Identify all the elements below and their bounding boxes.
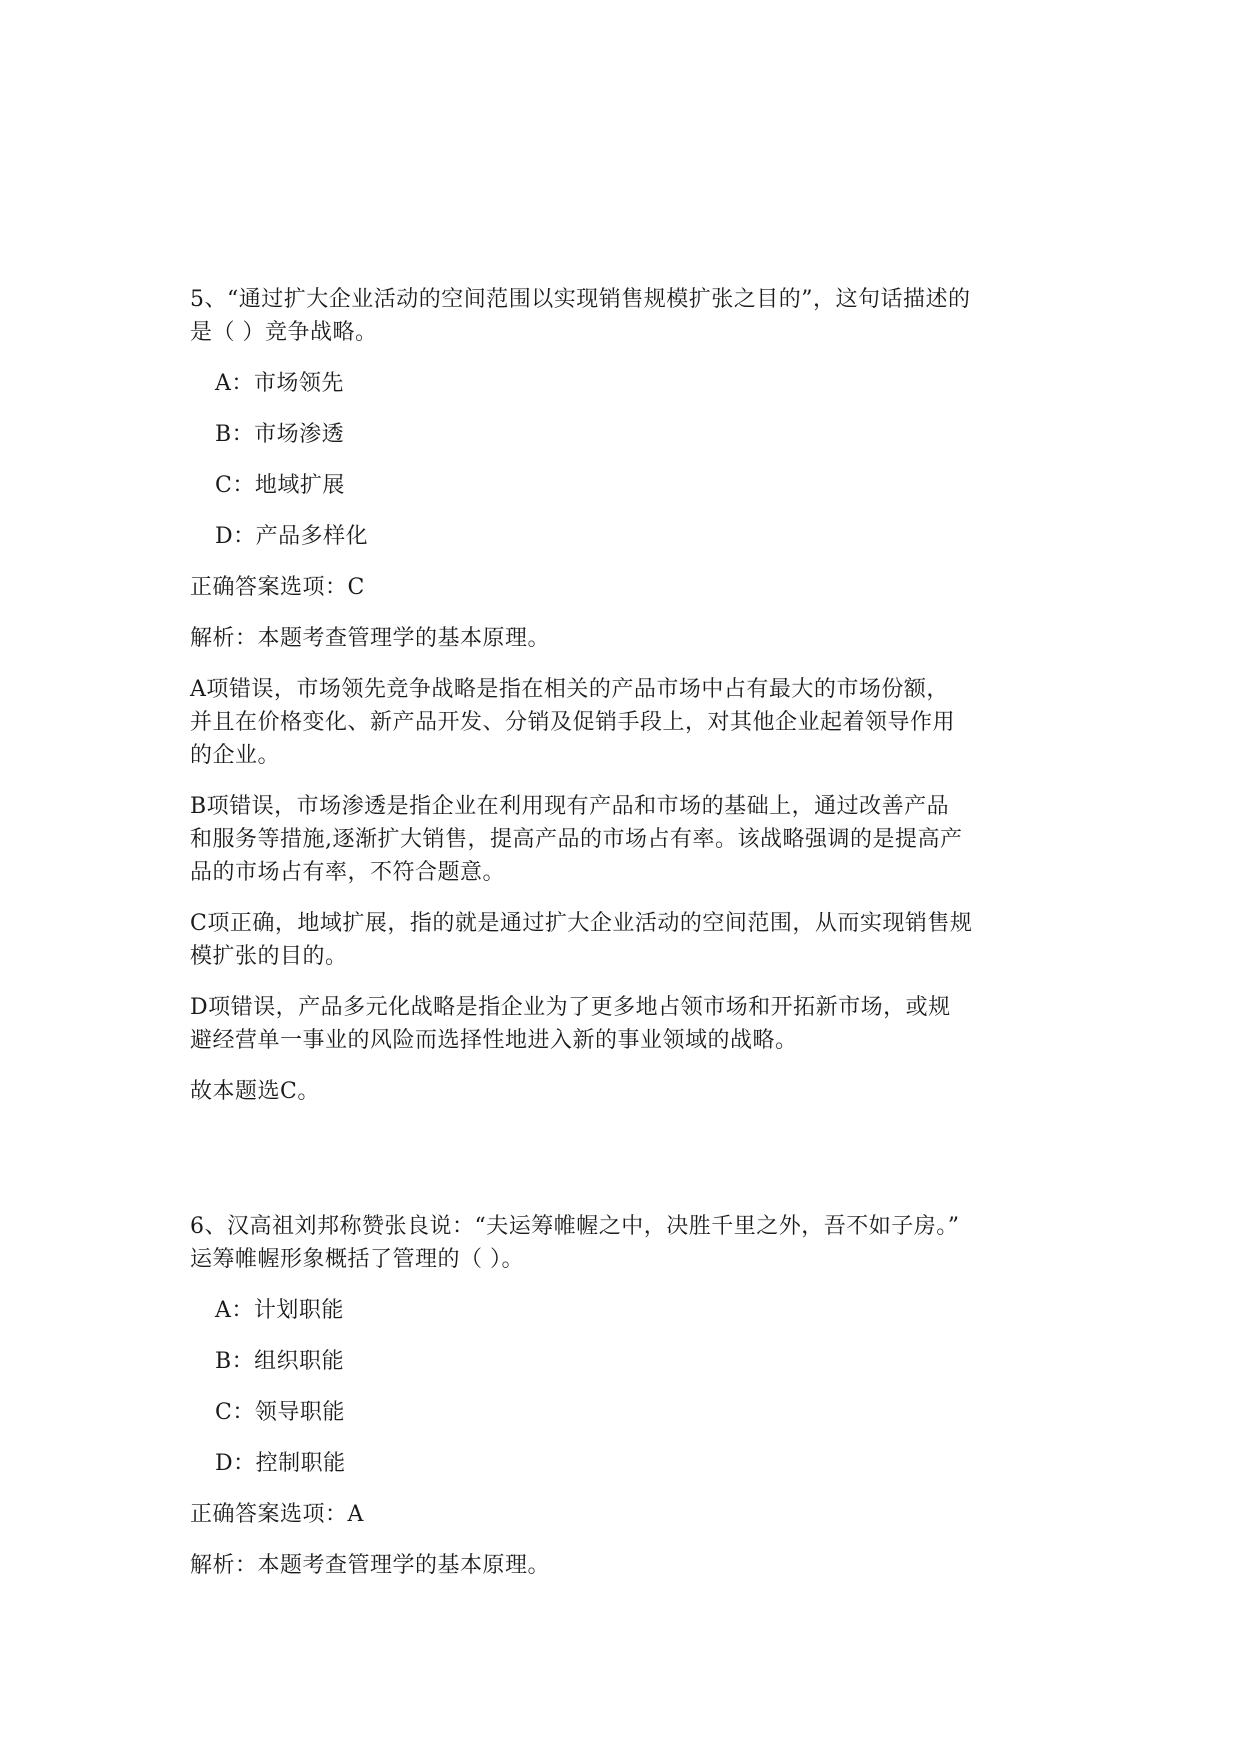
option-b: B：市场渗透 xyxy=(215,422,345,447)
analysis-heading: 解析：本题考查管理学的基本原理。 xyxy=(190,1553,551,1578)
explanation-a: 并且在价格变化、新产品开发、分销及促销手段上，对其他企业起着领导作用 xyxy=(190,710,956,735)
option-c: C：领导职能 xyxy=(215,1400,345,1425)
explanation-a: 的企业。 xyxy=(190,743,281,768)
explanation-b: B项错误，市场渗透是指企业在利用现有产品和市场的基础上，通过改善产品 xyxy=(190,794,950,819)
correct-answer: 正确答案选项：A xyxy=(190,1502,364,1527)
explanation-d: D项错误，产品多元化战略是指企业为了更多地占领市场和开拓新市场，或规 xyxy=(190,995,951,1020)
option-a: A：计划职能 xyxy=(215,1298,344,1323)
explanation-b: 品的市场占有率，不符合题意。 xyxy=(190,860,506,885)
question-stem: 运筹帷幄形象概括了管理的（ ）。 xyxy=(190,1247,524,1272)
option-a: A：市场领先 xyxy=(215,371,344,396)
conclusion: 故本题选C。 xyxy=(190,1079,320,1104)
question-stem: 5、“通过扩大企业活动的空间范围以实现销售规模扩张之目的”，这句话描述的 xyxy=(190,287,971,312)
explanation-b: 和服务等措施,逐渐扩大销售，提高产品的市场占有率。该战略强调的是提高产 xyxy=(190,827,963,852)
explanation-c: C项正确，地域扩展，指的就是通过扩大企业活动的空间范围，从而实现销售规 xyxy=(190,911,973,936)
explanation-a: A项错误，市场领先竞争战略是指在相关的产品市场中占有最大的市场份额， xyxy=(190,677,949,702)
option-d: D：控制职能 xyxy=(215,1451,346,1476)
explanation-c: 模扩张的目的。 xyxy=(190,944,348,969)
option-b: B：组织职能 xyxy=(215,1349,345,1374)
question-stem: 是（ ）竞争战略。 xyxy=(190,320,378,345)
analysis-heading: 解析：本题考查管理学的基本原理。 xyxy=(190,626,551,651)
explanation-d: 避经营单一事业的风险而选择性地进入新的事业领域的战略。 xyxy=(190,1028,798,1053)
correct-answer: 正确答案选项：C xyxy=(190,575,365,600)
option-d: D：产品多样化 xyxy=(215,524,369,549)
option-c: C：地域扩展 xyxy=(215,473,345,498)
question-stem: 6、汉高祖刘邦称赞张良说：“夫运筹帷幄之中，决胜千里之外，吾不如子房。” xyxy=(190,1214,960,1239)
